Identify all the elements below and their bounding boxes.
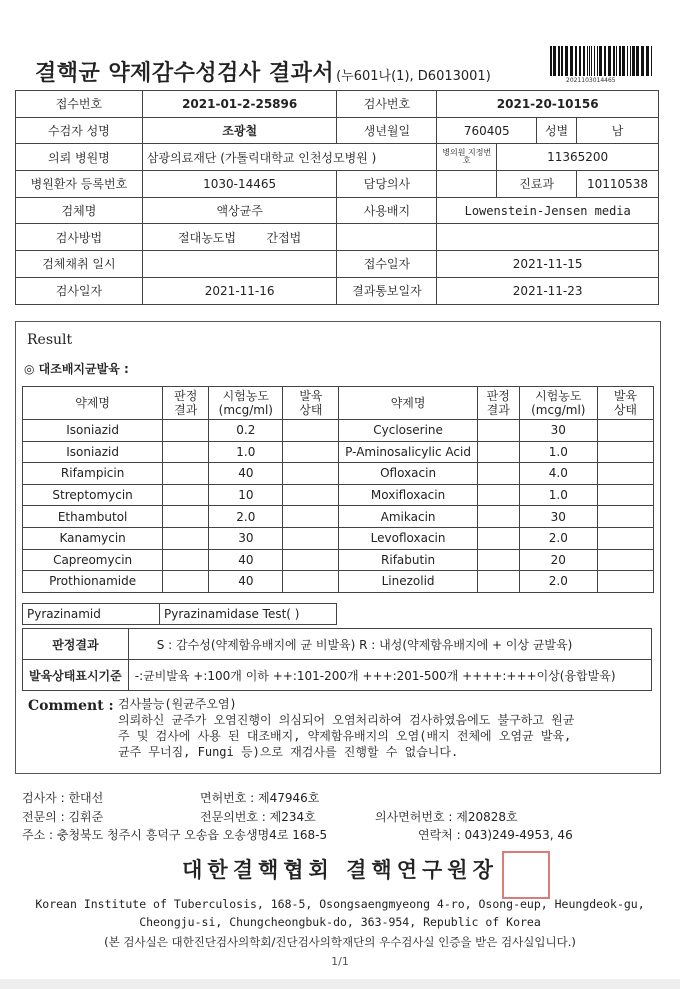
cell-left-judge — [163, 463, 209, 485]
drug-table-row — [23, 420, 654, 442]
cell-right-drug: Cycloserine — [339, 420, 477, 442]
pyrazinamid-value: Pyrazinamidase Test( ) — [160, 604, 337, 625]
collect — [142, 251, 337, 278]
method-empty-2 — [437, 224, 659, 251]
pyrazinamid-table — [22, 603, 337, 625]
reception-no: 2021-01-2-25896 — [142, 91, 337, 118]
contact: 연락처 : 043)249-4953, 46 — [418, 828, 573, 842]
cell-right-judge — [477, 420, 519, 442]
cell-right-conc: 4.0 — [519, 463, 597, 485]
header-table — [15, 90, 659, 305]
judge-header-right: 판정 결과 — [477, 387, 519, 420]
cell-right-growth — [597, 463, 653, 485]
patient-name: 조광철 — [142, 117, 337, 144]
drug-table-row — [23, 441, 654, 463]
reported: 2021-11-23 — [437, 277, 659, 304]
cell-right-growth — [597, 527, 653, 549]
cell-right-growth — [597, 549, 653, 571]
cell-left-growth — [283, 441, 339, 463]
cell-right-conc: 2.0 — [519, 527, 597, 549]
drug-table-row — [23, 549, 654, 571]
cell-left-judge — [163, 549, 209, 571]
cell-right-drug: Amikacin — [339, 506, 477, 528]
footer-info — [22, 789, 573, 845]
judge-legend-label: 판정결과 — [23, 629, 129, 660]
method — [142, 224, 337, 251]
cell-left-growth — [283, 506, 339, 528]
cell-left-judge — [163, 441, 209, 463]
tester: 검사자 : 한대선 — [22, 791, 104, 805]
comment-line: 검사불능(원균주오염) — [118, 697, 237, 711]
reg-no: 1030-14465 — [142, 171, 337, 198]
cell-right-drug: Rifabutin — [339, 549, 477, 571]
specimen: 액상균주 — [142, 197, 337, 224]
barcode-icon — [550, 46, 656, 76]
barcode-number: 2021103014465 — [566, 77, 616, 84]
cell-left-conc: 40 — [209, 571, 283, 593]
growth-legend-text: -:균비발육 +:100개 이하 ++:101-200개 +++:201-500개 ++++:+++이상(융합발육) — [128, 660, 651, 691]
judge-header-left: 판정 결과 — [163, 387, 209, 420]
hospital-id-label: 병의원 지정번호 — [437, 144, 497, 171]
cell-right-growth — [597, 441, 653, 463]
judge-legend-text: S : 감수성(약제함유배지에 균 비발육) R : 내성(약제함유배지에 + 이상 균발육) — [128, 629, 651, 660]
cell-left-conc: 30 — [209, 527, 283, 549]
cell-left-drug: Isoniazid — [23, 441, 163, 463]
legend-table — [22, 628, 652, 691]
comment-label: Comment : — [28, 698, 114, 714]
cell-left-drug: Rifampicin — [23, 463, 163, 485]
cell-right-drug: P-Aminosalicylic Acid — [339, 441, 477, 463]
comment-line: 균주 무너짐, Fungi 등)으로 재검사를 진행할 수 없습니다. — [118, 745, 459, 759]
report-title — [35, 56, 491, 87]
conc-header-left: 시험농도 (mcg/ml) — [209, 387, 283, 420]
cell-right-judge — [477, 527, 519, 549]
cell-left-drug: Ethambutol — [23, 506, 163, 528]
cell-left-drug: Prothionamide — [23, 571, 163, 593]
comment-line: 주 및 검사에 사용 된 대조배지, 약제함유배지의 오염(배지 전체에 오염균 발육, — [118, 729, 572, 743]
cell-left-drug: Streptomycin — [23, 484, 163, 506]
cell-left-conc: 10 — [209, 484, 283, 506]
drug-table-row — [23, 484, 654, 506]
drug-table-body — [23, 420, 654, 593]
growth-legend-label: 발육상태표시기준 — [23, 660, 129, 691]
cell-right-judge — [477, 506, 519, 528]
drug-table-row — [23, 506, 654, 528]
tested: 2021-11-16 — [142, 277, 337, 304]
cell-right-drug: Ofloxacin — [339, 463, 477, 485]
test-no: 2021-20-10156 — [437, 91, 659, 118]
english-address — [0, 895, 680, 931]
cell-left-conc: 2.0 — [209, 506, 283, 528]
test-no-label: 검사번호 — [337, 91, 437, 118]
cell-left-judge — [163, 484, 209, 506]
cell-left-conc: 40 — [209, 549, 283, 571]
cell-left-growth — [283, 420, 339, 442]
cell-right-growth — [597, 420, 653, 442]
dept: 10110538 — [577, 171, 659, 198]
cell-left-judge — [163, 420, 209, 442]
cell-right-conc: 2.0 — [519, 571, 597, 593]
cell-left-conc: 0.2 — [209, 420, 283, 442]
received-label: 접수일자 — [337, 251, 437, 278]
growth-header-left: 발육 상태 — [283, 387, 339, 420]
cell-right-conc: 1.0 — [519, 441, 597, 463]
address: 주소 : 충청북도 청주시 흥덕구 오송읍 오송생명4로 168-5 — [22, 828, 328, 842]
cell-right-conc: 1.0 — [519, 484, 597, 506]
cell-left-judge — [163, 506, 209, 528]
cell-left-growth — [283, 571, 339, 593]
doctor-license: 의사면허번호 : 제20828호 — [375, 809, 518, 824]
reported-label: 결과통보일자 — [337, 277, 437, 304]
cell-left-growth — [283, 549, 339, 571]
dept-label: 진료과 — [497, 171, 577, 198]
page-number: 1/1 — [331, 955, 349, 968]
drug-table-row — [23, 463, 654, 485]
cell-right-conc: 30 — [519, 506, 597, 528]
birth: 760405 — [437, 117, 537, 144]
drug-table-row — [23, 527, 654, 549]
hospital-id: 11365200 — [497, 144, 659, 171]
drug-header-left: 약제명 — [23, 387, 163, 420]
expert-no: 전문의번호 : 제234호 — [200, 809, 316, 824]
cell-right-conc: 20 — [519, 549, 597, 571]
hospital-label: 의뢰 병원명 — [16, 144, 143, 171]
english-line: Cheongju-si, Chungcheongbuk-do, 363-954, Republic of Korea — [139, 915, 541, 929]
cell-left-growth — [283, 463, 339, 485]
cell-right-drug: Linezolid — [339, 571, 477, 593]
patient-name-label: 수검자 성명 — [16, 117, 143, 144]
cell-right-judge — [477, 463, 519, 485]
cell-left-drug: Kanamycin — [23, 527, 163, 549]
result-label: Result — [27, 332, 73, 348]
cell-left-judge — [163, 527, 209, 549]
reg-no-label: 병원환자 등록번호 — [16, 171, 143, 198]
drug-table — [22, 386, 654, 593]
growth-header-right: 발육 상태 — [597, 387, 653, 420]
hospital: 삼광의료재단 (가톨릭대학교 인천성모병원 ) — [142, 144, 437, 171]
media-label: 사용배지 — [337, 197, 437, 224]
cell-right-judge — [477, 571, 519, 593]
sex: 남 — [577, 117, 659, 144]
cell-left-drug: Capreomycin — [23, 549, 163, 571]
title-code: (누601나(1), D6013001) — [336, 69, 491, 84]
cell-right-conc: 30 — [519, 420, 597, 442]
cell-right-judge — [477, 441, 519, 463]
english-line: Korean Institute of Tuberculosis, 168-5, Osongsaengmyeong 4-ro, Osong-eup, Heungdeok-gu, — [35, 897, 645, 911]
title-text: 결핵균 약제감수성검사 결과서 — [35, 61, 335, 86]
certification-note: (본 검사실은 대한진단검사의학회/진단검사의학재단의 우수검사실 인증을 받은 검사실입니다.) — [104, 935, 576, 949]
cell-left-judge — [163, 571, 209, 593]
control-growth-label: ◎ 대조배지균발육 : — [24, 362, 129, 376]
method-indirect: 간접법 — [266, 230, 302, 245]
media: Lowenstein-Jensen media — [437, 197, 659, 224]
institution-name: 대한결핵협회 결핵연구원장 — [182, 858, 498, 882]
cell-left-conc: 1.0 — [209, 441, 283, 463]
cell-right-drug: Levofloxacin — [339, 527, 477, 549]
tested-label: 검사일자 — [16, 277, 143, 304]
specimen-label: 검체명 — [16, 197, 143, 224]
sex-label: 성별 — [537, 117, 577, 144]
cell-right-judge — [477, 549, 519, 571]
method-absolute: 절대농도법 — [178, 230, 236, 245]
method-label: 검사방법 — [16, 224, 143, 251]
conc-header-right: 시험농도 (mcg/ml) — [519, 387, 597, 420]
cell-left-conc: 40 — [209, 463, 283, 485]
official-seal-icon — [502, 851, 550, 899]
comment-line: 의뢰하신 균주가 오염진행이 의심되어 오염처리하여 검사하였음에도 불구하고 원균 — [118, 713, 575, 727]
cell-right-growth — [597, 506, 653, 528]
reception-no-label: 접수번호 — [16, 91, 143, 118]
birth-label: 생년월일 — [337, 117, 437, 144]
expert: 전문의 : 김휘준 — [22, 809, 104, 824]
method-empty — [337, 224, 437, 251]
comment-text — [118, 696, 648, 760]
pyrazinamid-label: Pyrazinamid — [23, 604, 160, 625]
cell-left-drug: Isoniazid — [23, 420, 163, 442]
cell-right-judge — [477, 484, 519, 506]
cell-right-growth — [597, 571, 653, 593]
drug-header-right: 약제명 — [339, 387, 477, 420]
doctor — [437, 171, 497, 198]
cell-right-growth — [597, 484, 653, 506]
collect-label: 검체채취 일시 — [16, 251, 143, 278]
cell-left-growth — [283, 484, 339, 506]
doctor-label: 담당의사 — [337, 171, 437, 198]
cell-left-growth — [283, 527, 339, 549]
tester-license: 면허번호 : 제47946호 — [200, 791, 320, 805]
page-bottom-band — [0, 979, 680, 989]
cell-right-drug: Moxifloxacin — [339, 484, 477, 506]
received: 2021-11-15 — [437, 251, 659, 278]
drug-table-row — [23, 571, 654, 593]
